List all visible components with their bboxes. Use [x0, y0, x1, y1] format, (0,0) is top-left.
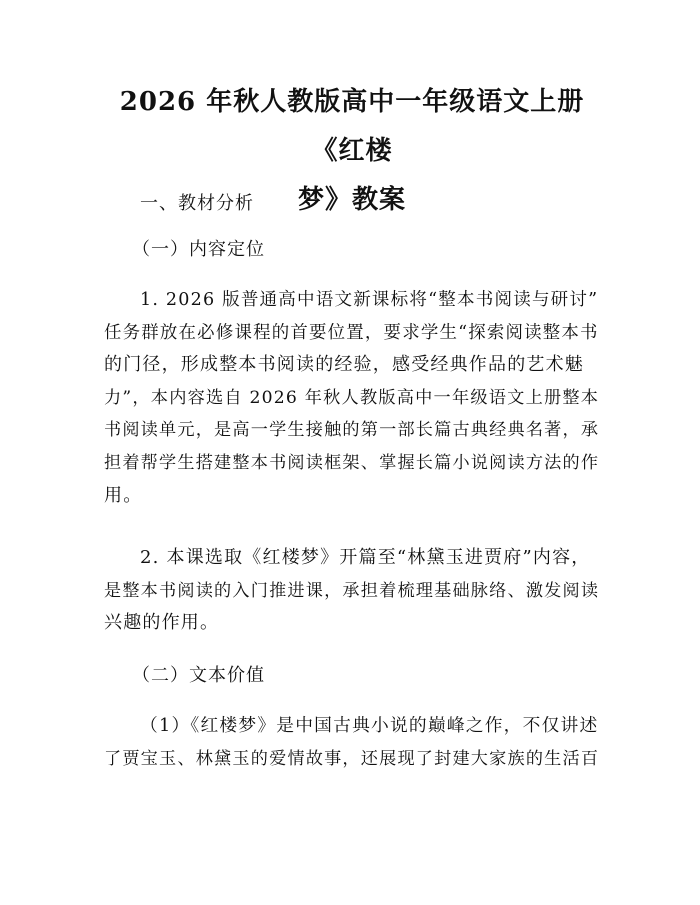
- paragraph-line: 用。: [104, 484, 143, 506]
- paragraph-line: 了贾宝玉、林黛玉的爱情故事，还展现了封建大家族的生活百: [104, 748, 600, 769]
- paragraph-line: 是整本书阅读的入门推进课，承担着梳理基础脉络、激发阅读: [104, 580, 600, 601]
- section-heading-textbook-analysis: 一、教材分析: [140, 193, 254, 214]
- paragraph-line: 1. 2026 版普通高中语文新课标将“整本书阅读与研讨”: [140, 290, 599, 310]
- paragraph-2: [104, 542, 598, 640]
- paragraph-3: [104, 710, 598, 775]
- paragraph-line: 任务群放在必修课程的首要位置，要求学生“探索阅读整本书: [104, 322, 599, 343]
- title-line-2: 梦》教案: [297, 185, 406, 215]
- paragraph-line: 力”，本内容选自 2026 年秋人教版高中一年级语文上册整本: [104, 387, 600, 408]
- subsection-heading-content-positioning: （一）内容定位: [132, 239, 265, 260]
- subsection-heading-text-value: （二）文本价值: [132, 665, 265, 686]
- title-line-1: 2026 年秋人教版高中一年级语文上册《红楼: [119, 87, 585, 166]
- paragraph-line: 2. 本课选取《红楼梦》开篇至“林黛玉进贾府”内容，: [140, 547, 591, 568]
- paragraph-1: [104, 284, 598, 512]
- paragraph-line: 兴趣的作用。: [104, 612, 220, 634]
- paragraph-line: 书阅读单元，是高一学生接触的第一部长篇古典经典名著，承: [104, 420, 600, 441]
- paragraph-line: 担着帮学生搭建整本书阅读框架、掌握长篇小说阅读方法的作: [104, 452, 600, 473]
- paragraph-line: 的门径，形成整本书阅读的经验，感受经典作品的艺术魅: [104, 354, 584, 376]
- paragraph-line: （1）《红楼梦》是中国古典小说的巅峰之作，不仅讲述: [140, 716, 599, 736]
